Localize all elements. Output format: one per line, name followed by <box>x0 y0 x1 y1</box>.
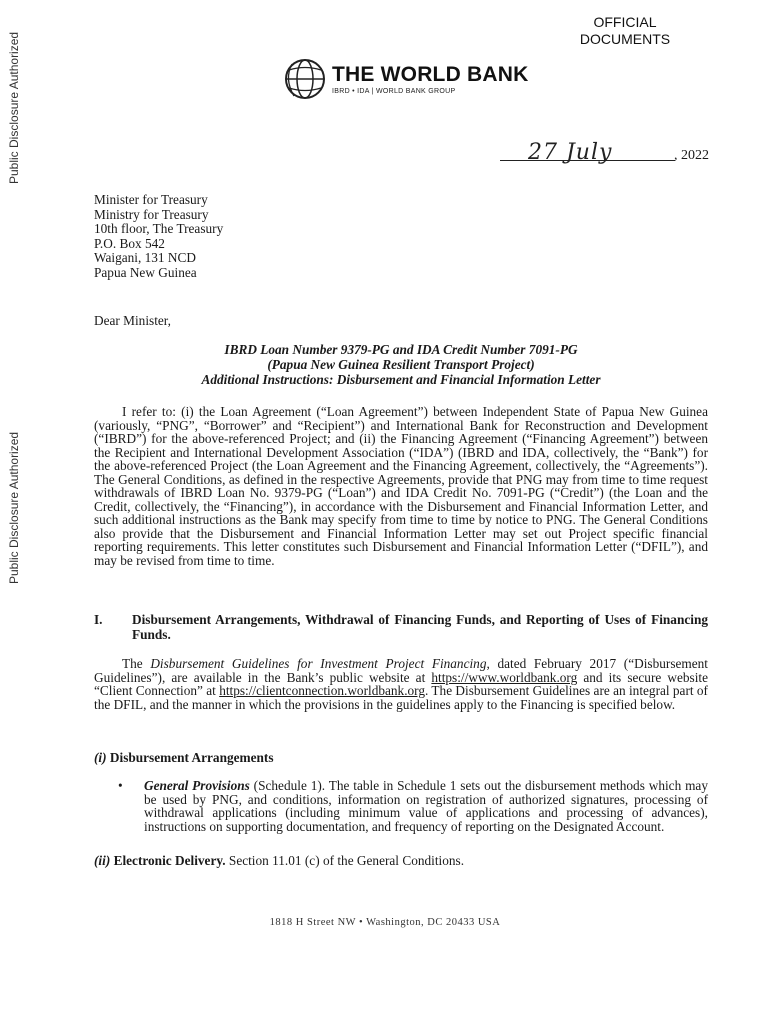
salutation: Dear Minister, <box>94 313 172 328</box>
section-number: I. <box>94 612 103 627</box>
heading-line: IBRD Loan Number 9379-PG and IDA Credit Number 7091-PG <box>224 342 578 357</box>
subsection-title: Disbursement Arrangements <box>109 750 274 765</box>
bullet-general-provisions <box>118 779 708 833</box>
subsection-text: Section 11.01 (c) of the General Conditions. <box>225 853 465 868</box>
stamp-line-1: OFFICIAL <box>593 14 657 30</box>
globe-icon <box>282 56 328 102</box>
guidelines-title: Disbursement Guidelines for Investment Project Financing <box>150 656 487 671</box>
recipient-address <box>94 193 223 281</box>
letter-heading <box>94 342 708 387</box>
subsection-electronic-delivery <box>94 853 464 868</box>
address-line: Papua New Guinea <box>94 264 197 280</box>
address-line: Minister for Treasury <box>94 192 208 207</box>
section-title: Disbursement Arrangements, Withdrawal of Financing Funds, and Reporting of Uses of Financing Funds. <box>132 612 708 642</box>
address-line: Waigani, 131 NCD <box>94 250 196 266</box>
text-run: . The Disbursement Guidelines are an integral part of the DFIL, and the manner in which the provisions in the guidelines apply to the Financing is specified below. <box>94 683 708 712</box>
address-line: 10th floor, The Treasury <box>94 221 224 237</box>
subsection-label: (ii) <box>94 853 111 868</box>
public-disclosure-watermark-top: Public Disclosure Authorized <box>7 31 21 184</box>
text-run: The <box>122 656 151 671</box>
subsection-disbursement-arrangements <box>94 750 274 765</box>
worldbank-link[interactable]: https://www.worldbank.org <box>431 669 578 685</box>
stamp-line-2: DOCUMENTS <box>579 31 671 47</box>
official-documents-stamp <box>560 14 690 48</box>
date-year: , 2022 <box>674 148 709 163</box>
address-line: Ministry for Treasury <box>94 206 209 222</box>
text-run: and its secure website “Client Connection” at <box>94 669 709 698</box>
intro-paragraph: I refer to: (i) the Loan Agreement (“Loan Agreement”) between Independent State of Papua New Guinea (variously, “PNG”, “Borrower” and “Recipient”) and International Bank for Reconstruction and Development (“IBRD”) for the above-referenced Project; and (ii) the Financing Agreement (“Financing Agreement”) between the Recipient and International Development Association (“IDA”) (IBRD and IDA, collectively, the “Bank”) for the above-referenced Project (the Loan Agreement and the Financing Agreement, collectively, the “Agreements”). The General Conditions, as defined in the respective Agreements, provide that PNG may from time to time request withdrawals of IBRD Loan No. 9379-PG (“Loan”) and IDA Credit No. 7091-PG (“Credit”) (the Loan and the Credit, collectively, the “Financing”), in accordance with the Disbursement and Financial Information Letter, and such additional instructions as the Bank may specify from time to time by notice to PNG. The General Conditions also provide that the Disbursement and Financial Information Letter may set out Project specific financial reporting requirements. This letter constitutes such Disbursement and Financial Information Letter (“DFIL”), and may be revised from time to time. <box>94 404 708 568</box>
text-run: , dated February 2017 (“Disbursement Guidelines”), are available in the Bank’s public website at <box>94 656 708 685</box>
heading-line: Additional Instructions: Disbursement and Financial Information Letter <box>201 372 601 387</box>
handwritten-date: 27 July <box>528 140 613 165</box>
subsection-title: Electronic Delivery. <box>113 853 226 868</box>
guidelines-paragraph <box>94 657 708 711</box>
heading-line: (Papua New Guinea Resilient Transport Project) <box>267 357 535 372</box>
address-line: P.O. Box 542 <box>94 235 165 251</box>
letter-date <box>500 138 710 178</box>
public-disclosure-watermark-middle: Public Disclosure Authorized <box>7 431 21 584</box>
subsection-label: (i) <box>94 750 107 765</box>
bullet-lead: General Provisions <box>144 778 250 793</box>
logo-name: THE WORLD BANK <box>332 62 529 86</box>
logo-subtitle: IBRD • IDA | WORLD BANK GROUP <box>332 87 456 95</box>
world-bank-logo <box>282 56 528 102</box>
client-connection-link[interactable]: https://clientconnection.worldbank.org <box>219 683 426 698</box>
bullet-icon: • <box>118 778 123 793</box>
bullet-text: (Schedule 1). The table in Schedule 1 sets out the disbursement methods which may be used by PNG, and conditions, information on registration of authorized signatures, processing of withdrawal applications (including minimum value of applications and processing of advances), instructions on supporting documentation, and frequency of reporting on the Designated Account. <box>144 778 708 834</box>
section-1-heading <box>94 612 708 642</box>
footer-address: 1818 H Street NW • Washington, DC 20433 USA <box>269 917 501 928</box>
